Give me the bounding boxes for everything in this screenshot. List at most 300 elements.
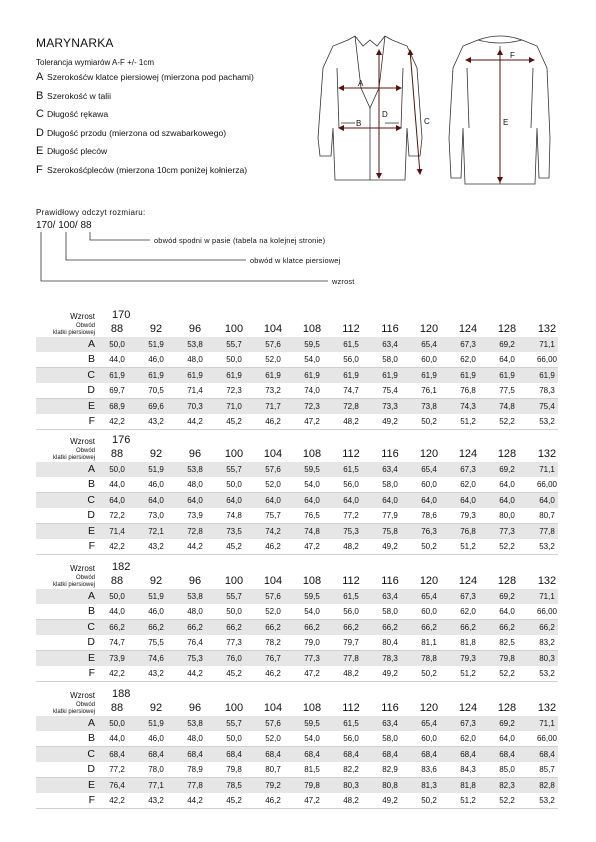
table-cell: 75,3	[343, 526, 359, 536]
chest-label	[36, 702, 95, 715]
table-cell: 74,8	[499, 401, 515, 411]
table-cell: 48,2	[343, 668, 359, 678]
table-cell: 52,0	[265, 606, 281, 616]
table-row-f	[36, 666, 558, 682]
table-cell: 71,0	[226, 401, 242, 411]
table-cell: 74,3	[460, 401, 476, 411]
table-cell: 68,4	[187, 749, 203, 759]
table-cell: 68,4	[226, 749, 242, 759]
table-cell: 66,00	[536, 733, 558, 743]
table-row-d	[36, 635, 558, 651]
table-cell: 69,2	[499, 718, 515, 728]
table-cell: 59,5	[304, 464, 320, 474]
legend-key: D	[36, 126, 44, 139]
table-cell: 56,0	[343, 354, 359, 364]
table-cell: 62,0	[460, 354, 476, 364]
chest-size-cell: 116	[381, 448, 399, 460]
table-row-f	[36, 793, 558, 809]
table-cell: 54,0	[304, 479, 320, 489]
chest-size-cell: 132	[537, 702, 557, 714]
table-cell: 47,2	[304, 668, 320, 678]
table-cell: 73,3	[382, 401, 398, 411]
table-cell: 50,0	[109, 718, 125, 728]
table-cell: 84,3	[460, 764, 476, 774]
table-cell: 80,3	[343, 780, 359, 790]
table-cell: 81,5	[304, 764, 320, 774]
table-cell: 79,3	[460, 653, 476, 663]
chest-size-cell: 92	[149, 702, 163, 714]
table-row-e	[36, 399, 558, 414]
table-cell: 48,0	[187, 733, 203, 743]
row-key: F	[88, 415, 95, 427]
table-cell: 68,4	[343, 749, 359, 759]
legend-text: Długość przodu (mierzona od szwabarkowego)	[47, 127, 227, 138]
table-cell: 66,2	[304, 622, 320, 632]
table-cell: 46,2	[265, 795, 281, 805]
table-cell: 77,8	[187, 780, 203, 790]
legend-text: Szerokośćpleców (mierzona 10cm poniżej kołnierza)	[47, 164, 248, 175]
reading-title: Prawidłowy odczyt rozmiaru:	[36, 208, 146, 217]
table-row-a	[36, 337, 558, 352]
table-cell: 76,1	[421, 385, 437, 395]
chest-label-line2: klatki piersiowej	[52, 454, 95, 461]
table-cell: 44,0	[109, 733, 125, 743]
height-label: Wzrost	[70, 312, 95, 321]
table-cell: 69,2	[499, 464, 515, 474]
table-cell: 53,2	[539, 668, 555, 678]
table-cell: 51,2	[460, 416, 476, 426]
row-key: F	[88, 540, 95, 552]
table-cell: 82,3	[499, 780, 515, 790]
chest-size-cell: 104	[263, 702, 283, 714]
table-cell: 63,4	[382, 591, 398, 601]
table-cell: 57,6	[265, 339, 281, 349]
table-cell: 58,0	[382, 733, 398, 743]
height-label: Wzrost	[70, 564, 95, 573]
legend-text: Długość pleców	[47, 146, 108, 156]
table-row-e	[36, 778, 558, 793]
table-cell: 45,2	[226, 668, 242, 678]
legend-key: E	[36, 145, 44, 157]
chest-size-cell: 96	[188, 323, 202, 335]
chest-size-cell: 88	[110, 575, 124, 587]
table-cell: 50,0	[109, 464, 125, 474]
table-cell: 50,0	[226, 354, 242, 364]
table-cell: 60,0	[421, 733, 437, 743]
table-cell: 66,2	[460, 622, 476, 632]
legend-key: C	[36, 108, 44, 120]
table-cell: 68,4	[421, 749, 437, 759]
chest-size-cell: 132	[537, 448, 557, 460]
diagram-label-c: C	[424, 117, 430, 126]
table-cell: 66,2	[109, 622, 125, 632]
table-cell: 61,5	[343, 718, 359, 728]
table-cell: 61,9	[421, 370, 437, 380]
chest-size-cell: 120	[419, 323, 439, 335]
row-key: A	[87, 717, 95, 729]
chest-label	[36, 448, 95, 461]
table-cell: 78,0	[148, 764, 164, 774]
chest-size-cell: 100	[224, 323, 244, 335]
chest-size-cell: 104	[263, 323, 283, 335]
table-cell: 43,2	[148, 416, 164, 426]
table-cell: 43,2	[148, 795, 164, 805]
table-cell: 73,5	[226, 526, 242, 536]
table-cell: 68,4	[265, 749, 281, 759]
table-cell: 71,1	[539, 339, 555, 349]
table-cell: 51,2	[460, 795, 476, 805]
table-cell: 73,9	[187, 510, 203, 520]
table-cell: 65,4	[421, 591, 437, 601]
table-cell: 44,0	[109, 354, 125, 364]
chest-size-cell: 92	[149, 448, 163, 460]
table-cell: 67,3	[460, 591, 476, 601]
row-key: A	[87, 590, 95, 602]
chest-size-cell: 112	[342, 575, 360, 587]
table-row-e	[36, 524, 558, 539]
table-cell: 81,8	[460, 637, 476, 647]
row-key: C	[87, 748, 95, 760]
table-cell: 49,2	[382, 541, 398, 551]
table-cell: 52,2	[499, 795, 515, 805]
row-key: A	[87, 463, 95, 475]
table-cell: 75,3	[187, 653, 203, 663]
size-table-176	[36, 433, 558, 555]
row-key: B	[87, 605, 95, 617]
table-cell: 82,8	[539, 780, 555, 790]
table-cell: 48,2	[343, 795, 359, 805]
table-cell: 69,2	[499, 339, 515, 349]
table-cell: 82,5	[499, 637, 515, 647]
table-cell: 71,1	[539, 591, 555, 601]
table-row-a	[36, 716, 558, 731]
table-cell: 45,2	[226, 541, 242, 551]
table-cell: 60,0	[421, 606, 437, 616]
table-cell: 64,0	[499, 495, 515, 505]
table-cell: 72,3	[226, 385, 242, 395]
chest-size-cell: 92	[149, 575, 163, 587]
table-cell: 83,6	[421, 764, 437, 774]
table-cell: 64,0	[148, 495, 164, 505]
table-cell: 78,3	[382, 653, 398, 663]
table-cell: 70,3	[187, 401, 203, 411]
legend-text: Szerokośćw klatce piersiowej (mierzona pod pachami)	[47, 72, 254, 82]
table-cell: 42,2	[109, 541, 125, 551]
table-cell: 78,9	[187, 764, 203, 774]
table-cell: 63,4	[382, 464, 398, 474]
chest-size-cell: 108	[302, 702, 322, 714]
row-key: B	[87, 732, 95, 744]
table-row-c	[36, 747, 558, 762]
table-cell: 66,2	[421, 622, 437, 632]
table-cell: 72,1	[148, 526, 164, 536]
table-cell: 63,4	[382, 339, 398, 349]
table-cell: 49,2	[382, 795, 398, 805]
chest-size-cell: 128	[497, 448, 517, 460]
table-cell: 64,0	[343, 495, 359, 505]
table-cell: 79,7	[343, 637, 359, 647]
table-cell: 72,8	[187, 526, 203, 536]
table-cell: 76,8	[460, 526, 476, 536]
callout-height: wzrost	[332, 277, 355, 286]
size-table-182	[36, 560, 558, 682]
table-cell: 44,0	[109, 479, 125, 489]
row-key: B	[87, 353, 95, 365]
table-cell: 82,9	[382, 764, 398, 774]
table-cell: 46,0	[148, 606, 164, 616]
table-cell: 76,4	[109, 780, 125, 790]
row-key: A	[87, 338, 95, 350]
table-cell: 66,2	[343, 622, 359, 632]
table-cell: 47,2	[304, 795, 320, 805]
table-cell: 49,2	[382, 416, 398, 426]
chest-size-cell: 120	[419, 448, 439, 460]
table-cell: 80,7	[539, 510, 555, 520]
table-cell: 76,3	[421, 526, 437, 536]
table-cell: 64,0	[499, 479, 515, 489]
table-cell: 66,00	[536, 606, 558, 616]
table-cell: 50,2	[421, 668, 437, 678]
chest-size-cell: 100	[224, 702, 244, 714]
table-cell: 77,2	[343, 510, 359, 520]
chest-size-cell: 116	[381, 702, 399, 714]
chest-size-cell: 116	[381, 575, 399, 587]
table-cell: 79,0	[304, 637, 320, 647]
legend-text: Szerokość w talii	[47, 90, 111, 101]
chest-label-line2: klatki piersiowej	[52, 708, 95, 715]
chest-size-cell: 108	[302, 323, 322, 335]
table-cell: 64,0	[499, 733, 515, 743]
callout-chest: obwód w klatce piersiowej	[250, 256, 341, 265]
chest-size-cell: 104	[263, 448, 283, 460]
table-cell: 80,0	[499, 510, 515, 520]
page-title: MARYNARKA	[36, 36, 114, 50]
chest-size-cell: 128	[497, 323, 517, 335]
diagram-label-b: B	[356, 119, 362, 128]
diagram-label-e: E	[503, 118, 509, 127]
table-cell: 50,0	[109, 591, 125, 601]
table-cell: 50,0	[226, 733, 242, 743]
table-cell: 61,9	[304, 370, 320, 380]
table-cell: 53,2	[539, 416, 555, 426]
table-cell: 71,4	[187, 385, 203, 395]
chest-size-cell: 88	[110, 702, 124, 714]
table-cell: 77,5	[499, 385, 515, 395]
table-cell: 73,8	[421, 401, 437, 411]
table-cell: 56,0	[343, 606, 359, 616]
table-cell: 75,4	[382, 385, 398, 395]
row-key: D	[87, 509, 95, 521]
table-cell: 64,0	[421, 495, 437, 505]
table-cell: 42,2	[109, 416, 125, 426]
table-row-f	[36, 414, 558, 430]
height-value: 170	[112, 309, 131, 321]
table-cell: 71,4	[109, 526, 125, 536]
height-label: Wzrost	[70, 437, 95, 446]
callout-waist: obwód spodni w pasie (tabela na kolejnej stronie)	[154, 236, 326, 245]
table-cell: 64,0	[499, 606, 515, 616]
chest-label-line1: Obwód	[75, 448, 95, 454]
table-cell: 61,9	[187, 370, 203, 380]
table-cell: 76,8	[460, 385, 476, 395]
table-cell: 44,2	[187, 416, 203, 426]
table-cell: 54,0	[304, 606, 320, 616]
table-cell: 61,9	[109, 370, 125, 380]
table-cell: 46,2	[265, 541, 281, 551]
row-key: C	[87, 369, 95, 381]
table-cell: 65,4	[421, 339, 437, 349]
chest-size-cell: 116	[381, 323, 399, 335]
row-key: F	[88, 794, 95, 806]
chest-size-cell: 104	[263, 575, 283, 587]
chest-size-cell: 112	[342, 323, 360, 335]
diagram-label-a: A	[358, 79, 364, 88]
table-cell: 69,6	[148, 401, 164, 411]
table-cell: 75,5	[148, 637, 164, 647]
table-cell: 79,8	[499, 653, 515, 663]
height-row	[36, 308, 558, 322]
chest-size-cell: 132	[537, 323, 557, 335]
table-cell: 51,9	[148, 718, 164, 728]
table-row-a	[36, 589, 558, 604]
table-cell: 78,5	[226, 780, 242, 790]
table-cell: 79,8	[226, 764, 242, 774]
height-row	[36, 560, 558, 574]
table-cell: 61,5	[343, 591, 359, 601]
legend-key: A	[36, 71, 44, 83]
table-cell: 75,7	[265, 510, 281, 520]
table-cell: 68,4	[539, 749, 555, 759]
table-cell: 77,3	[499, 526, 515, 536]
chest-size-cell: 112	[342, 702, 360, 714]
table-cell: 74,6	[148, 653, 164, 663]
chest-size-cell: 108	[302, 575, 322, 587]
table-cell: 66,2	[226, 622, 242, 632]
height-value: 182	[112, 561, 131, 573]
table-cell: 79,2	[265, 780, 281, 790]
table-cell: 61,9	[460, 370, 476, 380]
chest-size-cell: 124	[458, 702, 478, 714]
table-cell: 64,0	[499, 354, 515, 364]
table-cell: 78,6	[421, 510, 437, 520]
table-cell: 80,3	[539, 653, 555, 663]
table-cell: 51,9	[148, 464, 164, 474]
table-cell: 81,1	[421, 637, 437, 647]
table-cell: 52,0	[265, 733, 281, 743]
table-row-c	[36, 620, 558, 635]
height-row	[36, 687, 558, 701]
table-cell: 71,7	[265, 401, 281, 411]
size-table-188	[36, 687, 558, 809]
table-cell: 62,0	[460, 733, 476, 743]
table-cell: 48,0	[187, 479, 203, 489]
table-cell: 72,8	[343, 401, 359, 411]
table-cell: 55,7	[226, 591, 242, 601]
row-key: D	[87, 384, 95, 396]
table-cell: 73,2	[265, 385, 281, 395]
table-cell: 68,4	[382, 749, 398, 759]
table-cell: 53,8	[187, 339, 203, 349]
height-label: Wzrost	[70, 691, 95, 700]
table-cell: 66,2	[265, 622, 281, 632]
table-cell: 44,2	[187, 541, 203, 551]
chest-label	[36, 323, 95, 336]
table-cell: 64,0	[539, 495, 555, 505]
chest-label	[36, 575, 95, 588]
table-cell: 42,2	[109, 668, 125, 678]
table-cell: 60,0	[421, 354, 437, 364]
table-cell: 49,2	[382, 668, 398, 678]
table-cell: 74,2	[265, 526, 281, 536]
table-cell: 79,8	[304, 780, 320, 790]
table-cell: 47,2	[304, 541, 320, 551]
table-row-d	[36, 508, 558, 524]
table-cell: 77,8	[343, 653, 359, 663]
legend-key: F	[36, 163, 43, 176]
row-key: E	[87, 400, 95, 412]
table-cell: 59,5	[304, 718, 320, 728]
table-cell: 48,2	[343, 416, 359, 426]
table-cell: 78,2	[265, 637, 281, 647]
tolerance-note: Tolerancja wymiarów A-F +/- 1cm	[36, 58, 155, 67]
table-cell: 50,2	[421, 795, 437, 805]
table-cell: 67,3	[460, 339, 476, 349]
table-cell: 62,0	[460, 479, 476, 489]
table-cell: 74,0	[304, 385, 320, 395]
table-cell: 51,9	[148, 591, 164, 601]
table-cell: 71,1	[539, 464, 555, 474]
table-cell: 51,2	[460, 541, 476, 551]
size-code-callout-lines	[0, 0, 596, 300]
table-row-b	[36, 731, 558, 747]
table-cell: 64,0	[187, 495, 203, 505]
table-cell: 58,0	[382, 354, 398, 364]
table-cell: 48,2	[343, 541, 359, 551]
chest-size-cell: 120	[419, 575, 439, 587]
table-cell: 81,3	[421, 780, 437, 790]
table-cell: 46,0	[148, 354, 164, 364]
legend-key: B	[36, 89, 44, 102]
table-cell: 61,5	[343, 339, 359, 349]
row-key: E	[87, 652, 95, 664]
chest-size-cell: 96	[188, 448, 202, 460]
row-key: D	[87, 763, 95, 775]
table-cell: 77,3	[226, 637, 242, 647]
table-cell: 53,8	[187, 591, 203, 601]
table-cell: 44,2	[187, 795, 203, 805]
table-cell: 53,2	[539, 795, 555, 805]
row-key: C	[87, 494, 95, 506]
table-cell: 61,9	[148, 370, 164, 380]
table-cell: 64,0	[304, 495, 320, 505]
table-cell: 55,7	[226, 339, 242, 349]
table-cell: 74,7	[343, 385, 359, 395]
table-cell: 61,9	[382, 370, 398, 380]
table-cell: 68,4	[304, 749, 320, 759]
table-cell: 64,0	[226, 495, 242, 505]
table-cell: 61,9	[343, 370, 359, 380]
table-cell: 78,3	[539, 385, 555, 395]
table-cell: 51,2	[460, 668, 476, 678]
table-cell: 77,2	[109, 764, 125, 774]
table-cell: 64,0	[382, 495, 398, 505]
table-cell: 77,8	[539, 526, 555, 536]
table-cell: 56,0	[343, 479, 359, 489]
row-key: D	[87, 636, 95, 648]
table-cell: 73,0	[148, 510, 164, 520]
table-cell: 70,5	[148, 385, 164, 395]
table-cell: 65,4	[421, 464, 437, 474]
